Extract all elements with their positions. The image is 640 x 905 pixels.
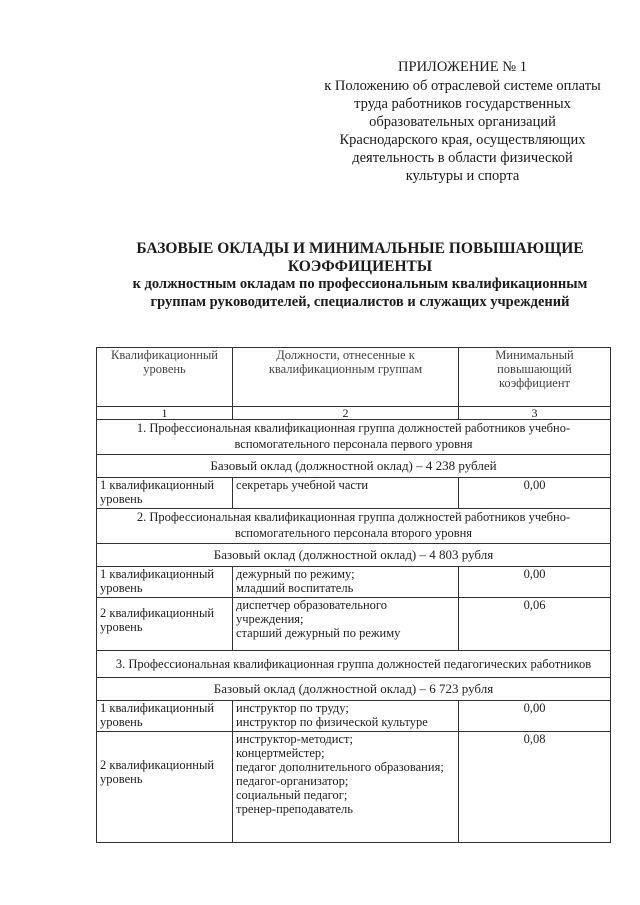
qualification-level: 2 квалификационный уровень	[97, 732, 233, 843]
salary-row	[97, 678, 611, 701]
header-positions: Должности, отнесенные к квалификационным группам	[233, 348, 459, 407]
group-title-row	[97, 420, 611, 455]
subtitle-line: группам руководителей, специалистов и служащих учреждений	[150, 294, 570, 310]
position-item: тренер-преподаватель	[236, 802, 353, 816]
group-title: 3. Профессиональная квалификационная группа должностей педагогических работников	[97, 651, 611, 678]
group-title: 1. Профессиональная квалификационная группа должностей работников учебно-вспомогательного персонала первого уровня	[97, 420, 611, 455]
title-line: БАЗОВЫЕ ОКЛАДЫ И МИНИМАЛЬНЫЕ ПОВЫШАЮЩИЕ	[136, 240, 584, 257]
group-title: 2. Профессиональная квалификационная группа должностей работников учебно-вспомогательного персонала второго уровня	[97, 509, 611, 544]
position-item: дежурный по режиму;	[236, 567, 355, 581]
positions-cell	[233, 567, 459, 598]
salary-table	[96, 347, 611, 843]
header-coefficient: Минимальный повышающий коэффициент	[459, 348, 611, 407]
table-row	[97, 732, 611, 843]
position-item: диспетчер образовательного учреждения;	[236, 598, 387, 626]
position-item: младший воспитатель	[236, 581, 354, 595]
column-number: 3	[459, 407, 611, 420]
qualification-level: 1 квалификационный уровень	[97, 567, 233, 598]
title-line: КОЭФФИЦИЕНТЫ	[287, 258, 433, 275]
appendix-line: деятельность в области физической	[352, 150, 573, 166]
qualification-level: 1 квалификационный уровень	[97, 701, 233, 732]
document-subtitle	[70, 275, 640, 311]
table-row	[97, 567, 611, 598]
group-title-row	[97, 509, 611, 544]
base-salary: Базовый оклад (должностной оклад) – 6 723 рубля	[97, 678, 611, 701]
position-item: концертмейстер;	[236, 746, 325, 760]
qualification-level: 2 квалификационный уровень	[97, 598, 233, 651]
group-title-row	[97, 651, 611, 678]
table-row	[97, 701, 611, 732]
positions-cell	[233, 478, 459, 509]
position-item: педагог-организатор;	[236, 774, 349, 788]
coefficient-value: 0,06	[459, 598, 611, 651]
salary-row	[97, 455, 611, 478]
appendix-line: труда работников государственных	[354, 96, 571, 112]
appendix-header	[300, 58, 625, 185]
positions-cell	[233, 701, 459, 732]
positions-cell	[233, 598, 459, 651]
position-item: инструктор-методист;	[236, 732, 353, 746]
header-level: Квалификационный уровень	[97, 348, 233, 407]
table-row	[97, 598, 611, 651]
table-header-row	[97, 348, 611, 407]
salary-row	[97, 544, 611, 567]
document-title	[70, 240, 640, 276]
qualification-level: 1 квалификационный уровень	[97, 478, 233, 509]
subtitle-line: к должностным окладам по профессиональным квалификационным	[132, 276, 588, 292]
base-salary: Базовый оклад (должностной оклад) – 4 803 рубля	[97, 544, 611, 567]
positions-cell	[233, 732, 459, 843]
coefficient-value: 0,08	[459, 732, 611, 843]
appendix-line: Краснодарского края, осуществляющих	[339, 132, 586, 148]
coefficient-value: 0,00	[459, 567, 611, 598]
column-number-row	[97, 407, 611, 420]
appendix-line: образовательных организаций	[369, 114, 556, 130]
position-item: старший дежурный по режиму	[236, 626, 401, 640]
coefficient-value: 0,00	[459, 478, 611, 509]
position-item: педагог дополнительного образования;	[236, 760, 444, 774]
position-item: социальный педагог;	[236, 788, 348, 802]
position-item: инструктор по труду;	[236, 701, 349, 715]
position-item: секретарь учебной части	[236, 478, 369, 492]
coefficient-value: 0,00	[459, 701, 611, 732]
base-salary: Базовый оклад (должностной оклад) – 4 238 рублей	[97, 455, 611, 478]
column-number: 1	[97, 407, 233, 420]
appendix-line: культуры и спорта	[405, 168, 520, 184]
position-item: инструктор по физической культуре	[236, 715, 428, 729]
appendix-line: к Положению об отраслевой системе оплаты	[324, 78, 601, 94]
column-number: 2	[233, 407, 459, 420]
table-row	[97, 478, 611, 509]
appendix-label: ПРИЛОЖЕНИЕ № 1	[398, 59, 527, 75]
